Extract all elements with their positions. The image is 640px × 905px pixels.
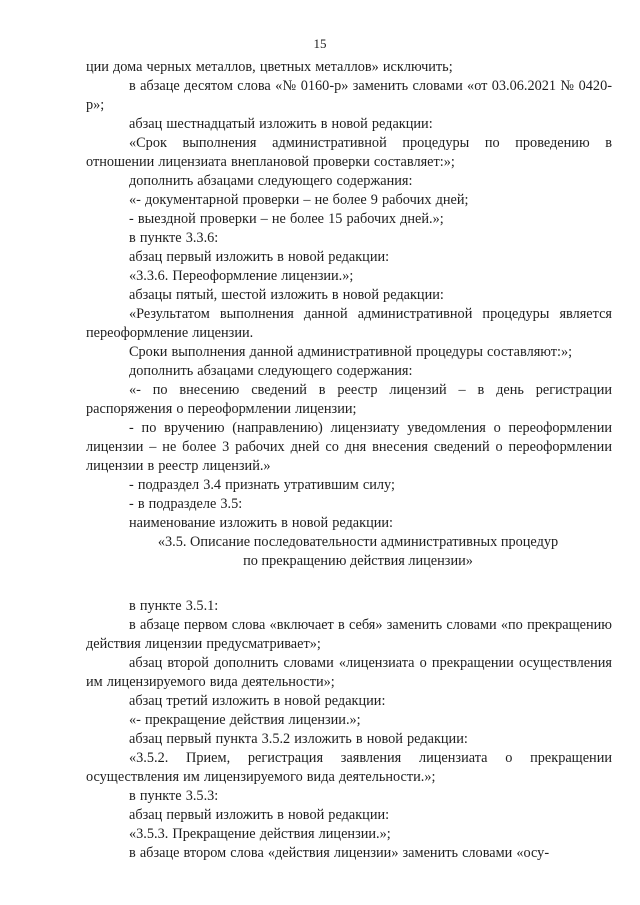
paragraph: абзац первый пункта 3.5.2 изложить в новой редакции: — [129, 731, 468, 747]
paragraph: «3.5.3. Прекращение действия лицензии.»; — [129, 826, 391, 842]
paragraph: в абзаце втором слова «действия лицензии» заменить словами «осу- — [129, 845, 550, 861]
section-heading-line-1: «3.5. Описание последовательности административных процедур — [157, 534, 559, 550]
paragraph: Сроки выполнения данной административной процедуры составляют:»; — [129, 344, 573, 360]
paragraph: - по вручению (направлению) лицензиату уведомления о переоформлении лицензии – не более 3 рабочих дней со дня внесения сведений о переоформлении лицензии в реестр лицензий.» — [86, 420, 612, 474]
paragraph: в пункте 3.3.6: — [129, 230, 219, 246]
paragraph: «Результатом выполнения данной административной процедуры является переоформление лицензии. — [86, 306, 612, 341]
paragraph: дополнить абзацами следующего содержания: — [129, 363, 413, 379]
paragraph: абзац шестнадцатый изложить в новой редакции: — [129, 116, 433, 132]
paragraph: в пункте 3.5.1: — [129, 598, 219, 614]
paragraph: «3.5.2. Прием, регистрация заявления лицензиата о прекращении осуществления им лицензируемого вида деятельности.»; — [86, 750, 612, 785]
section-heading-line-2: по прекращению действия лицензии» — [243, 553, 473, 569]
paragraph: в абзаце первом слова «включает в себя» заменить словами «по прекращению действия лицензии предусматривает»; — [86, 617, 612, 652]
paragraph: - в подразделе 3.5: — [129, 496, 243, 512]
paragraph: наименование изложить в новой редакции: — [129, 515, 394, 531]
paragraph: абзац первый изложить в новой редакции: — [129, 807, 390, 823]
paragraph: «Срок выполнения административной процедуры по проведению в отношении лицензиата внеплановой проверки составляет:»; — [86, 135, 612, 170]
amendments-block-2 — [86, 597, 612, 863]
paragraph: - выездной проверки – не более 15 рабочих дней.»; — [129, 211, 444, 227]
paragraph: «3.3.6. Переоформление лицензии.»; — [129, 268, 354, 284]
paragraph: абзац второй дополнить словами «лицензиата о прекращении осуществления им лицензируемого вида деятельности»; — [86, 655, 612, 690]
blank-line — [86, 571, 612, 597]
document-body — [86, 58, 612, 863]
paragraph: абзац третий изложить в новой редакции: — [129, 693, 386, 709]
paragraph: ции дома черных металлов, цветных металлов» исключить; — [86, 59, 453, 75]
paragraph: дополнить абзацами следующего содержания: — [129, 173, 413, 189]
amendments-block-1 — [86, 58, 612, 533]
paragraph: абзац первый изложить в новой редакции: — [129, 249, 390, 265]
paragraph: «- документарной проверки – не более 9 рабочих дней; — [129, 192, 469, 208]
paragraph: «- по внесению сведений в реестр лицензий – в день регистрации распоряжения о переоформлении лицензии; — [86, 382, 612, 417]
paragraph: - подраздел 3.4 признать утратившим силу; — [129, 477, 395, 493]
paragraph: в абзаце десятом слова «№ 0160-р» заменить словами «от 03.06.2021 № 0420-р»; — [86, 78, 612, 113]
page-number: 15 — [313, 36, 327, 51]
paragraph: в пункте 3.5.3: — [129, 788, 219, 804]
paragraph: абзацы пятый, шестой изложить в новой редакции: — [129, 287, 444, 303]
paragraph: «- прекращение действия лицензии.»; — [129, 712, 361, 728]
